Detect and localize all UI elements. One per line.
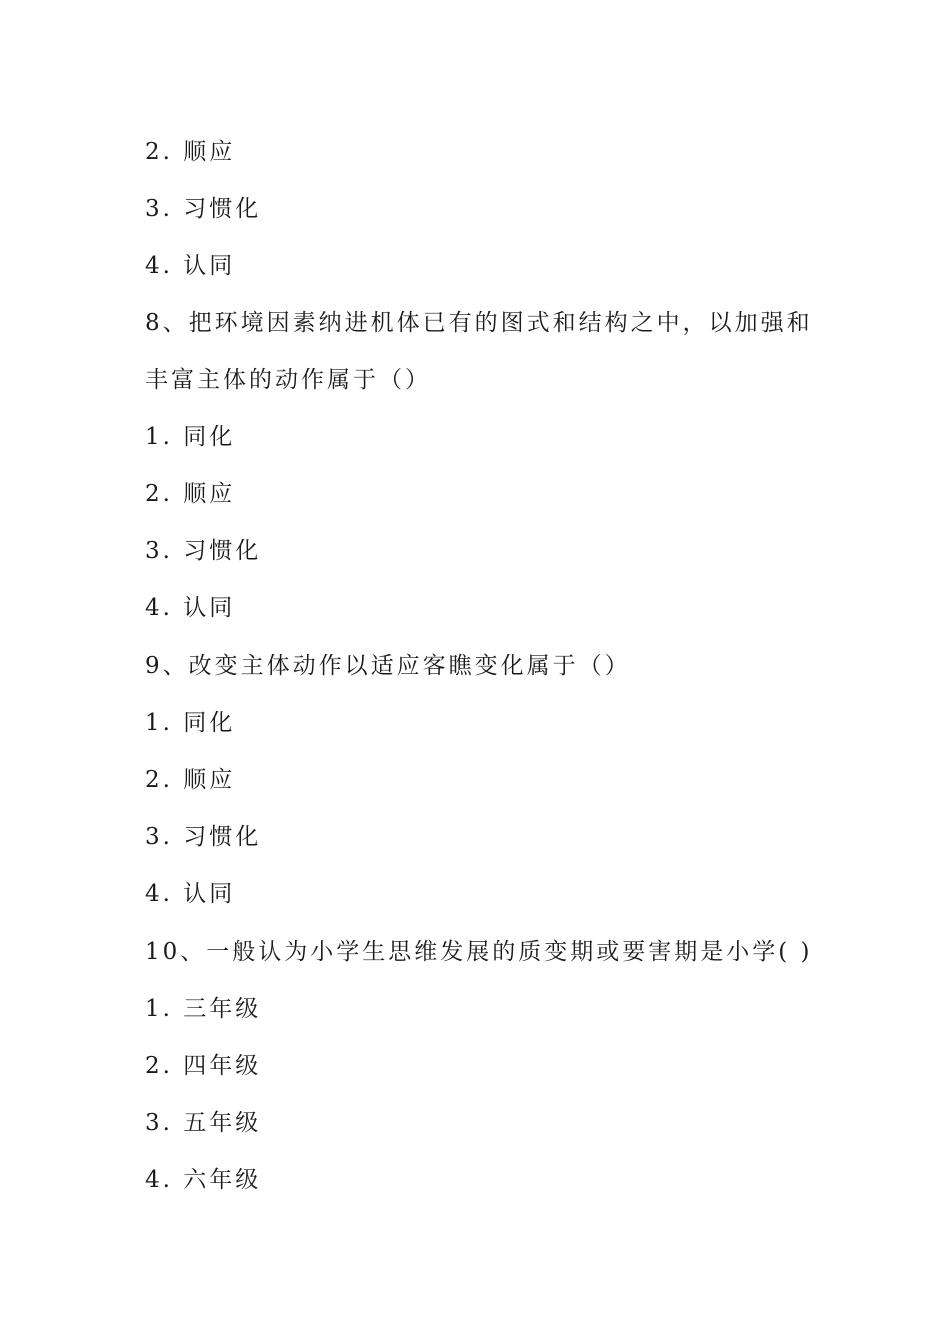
option-3-xiguanhua: 3. 习惯化	[145, 196, 262, 222]
question-10-option-2: 2. 四年级	[145, 1053, 262, 1079]
question-9-option-3: 3. 习惯化	[145, 824, 262, 850]
option-2-shunying: 2. 顺应	[145, 139, 236, 165]
question-9: 9、改变主体动作以适应客瞧变化属于（）	[145, 653, 631, 679]
option-4-rentong: 4. 认同	[145, 253, 236, 279]
question-8-line-1: 8、把环境因素纳进机体已有的图式和结构之中，以加强和	[145, 310, 813, 336]
question-8-option-3: 3. 习惯化	[145, 538, 262, 564]
question-9-option-1: 1. 同化	[145, 710, 236, 736]
question-10-option-1: 1. 三年级	[145, 996, 262, 1022]
question-8-option-4: 4. 认同	[145, 595, 236, 621]
question-10: 10、一般认为小学生思维发展的质变期或要害期是小学( )	[145, 939, 813, 965]
question-8-option-2: 2. 顺应	[145, 481, 236, 507]
question-10-option-3: 3. 五年级	[145, 1110, 262, 1136]
question-8-line-2: 丰富主体的动作属于（）	[145, 367, 431, 393]
question-8-option-1: 1. 同化	[145, 424, 236, 450]
question-9-option-2: 2. 顺应	[145, 767, 236, 793]
question-9-option-4: 4. 认同	[145, 881, 236, 907]
question-10-option-4: 4. 六年级	[145, 1167, 262, 1193]
